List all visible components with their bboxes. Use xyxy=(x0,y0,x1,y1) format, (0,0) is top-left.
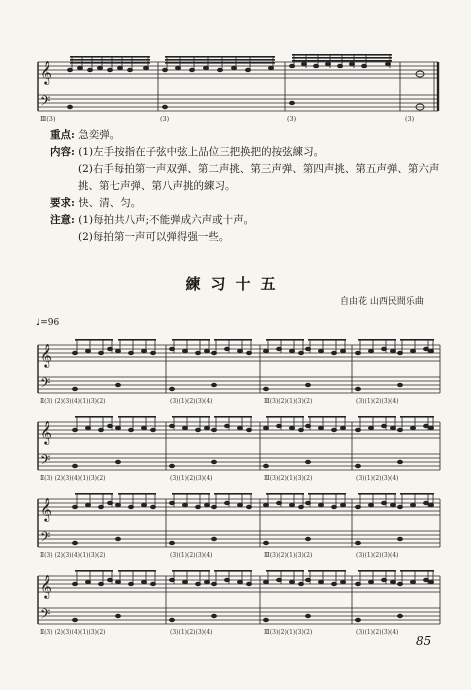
attention-text-1: (1)每拍共八声;不能弹成六声或十声。 xyxy=(78,214,255,226)
exercise-title: 練习十五 xyxy=(185,275,286,293)
page-number: 85 xyxy=(416,634,432,648)
content-label: 内容: xyxy=(50,146,75,158)
svg-text:𝄞: 𝄞 xyxy=(40,60,52,84)
focus-line xyxy=(50,127,460,144)
attention-label: 注意: xyxy=(50,214,75,226)
practice-notes xyxy=(50,127,460,246)
svg-text:𝄢: 𝄢 xyxy=(40,93,51,112)
requirement-text: 快、清、匀。 xyxy=(78,197,142,209)
content-text-2: (2)右手每拍第一声双弹、第二声挑、第三声弹、第四声挑、第五声弹、第六声挑、第七声弹、第八声挑的練习。 xyxy=(78,163,440,192)
content-text-1: (1)左手按指在子弦中弦上品位三把换把的按弦練习。 xyxy=(78,146,325,158)
focus-label: 重点: xyxy=(50,129,75,141)
top-music-system xyxy=(0,0,471,125)
svg-text:(3): (3) xyxy=(160,115,170,123)
focus-text: 急奕弹。 xyxy=(78,129,121,141)
svg-text:Ⅲ(3): Ⅲ(3) xyxy=(40,115,56,123)
exercise-source: 自由花 山西民間乐曲 xyxy=(340,297,424,307)
attention-text-2: (2)每拍第一声可以弹得强一些。 xyxy=(78,231,230,243)
exercise-music-systems xyxy=(0,325,471,635)
requirement-line xyxy=(50,195,460,212)
attention-line-1 xyxy=(50,212,460,229)
svg-text:(3): (3) xyxy=(287,115,297,123)
content-line-1 xyxy=(50,144,460,161)
requirement-label: 要求: xyxy=(50,197,75,209)
tempo-marking: ♩=96 xyxy=(36,318,60,328)
svg-text:(3): (3) xyxy=(405,115,415,123)
